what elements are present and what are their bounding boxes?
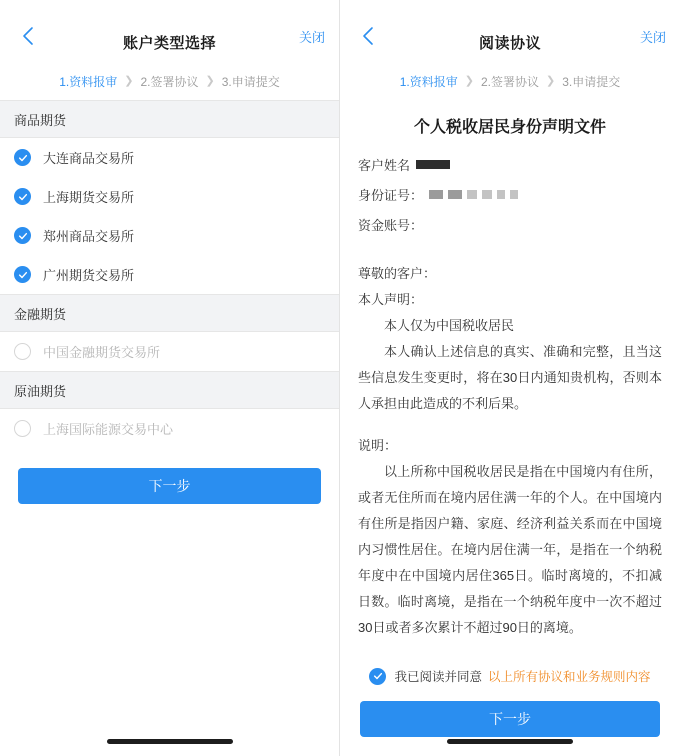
spacer — [358, 417, 662, 433]
list-item — [0, 409, 339, 448]
list-item-label: 上海期货交易所 — [43, 190, 135, 205]
agreement-link[interactable]: 以上所有协议和业务规则内容 — [488, 670, 651, 684]
list-item-label: 中国金融期货交易所 — [43, 345, 161, 360]
back-button[interactable] — [356, 22, 380, 50]
step-2: 2.签署协议 — [140, 74, 199, 89]
list-item-label: 广州期货交易所 — [43, 268, 135, 283]
close-button[interactable]: 关闭 — [639, 29, 666, 45]
check-icon[interactable] — [14, 227, 31, 244]
check-icon[interactable] — [14, 188, 31, 205]
field-account-number — [358, 215, 662, 234]
check-icon[interactable] — [14, 266, 31, 283]
agreement-checkbox-row[interactable] — [358, 667, 662, 685]
list-item[interactable] — [0, 216, 339, 255]
section-header-financial: 金融期货 — [0, 294, 339, 332]
agreement-label: 我已阅读并同意 — [394, 670, 482, 684]
check-icon[interactable] — [14, 149, 31, 166]
section-header-commodity: 商品期货 — [0, 100, 339, 138]
list-item-label: 郑州商品交易所 — [43, 229, 135, 244]
document-body — [340, 114, 680, 685]
field-id-number — [358, 185, 662, 204]
page-title: 账户类型选择 — [122, 34, 216, 52]
document-paragraph: 以上所称中国税收居民是指在中国境内有住所，或者无住所而在境内居住满一年的个人。在中国境内有住所是指因户籍、家庭、经济利益关系而在中国境内习惯性居住。在境内居住满一年，是指在一个纳税年度中在中国境内居住365日。临时离境的，不扣减日数。临时离境，是指在一个纳税年度中一次不超过30日或者多次累计不超过90日的离境。 — [358, 464, 662, 635]
document-title: 个人税收居民身份声明文件 — [413, 119, 606, 136]
field-customer-name — [358, 155, 662, 174]
document-paragraph: 本人确认上述信息的真实、准确和完整，且当这些信息发生变更时，将在30日内通知贵机构，否则本人承担由此造成的不利后果。 — [358, 344, 662, 411]
list-item[interactable] — [0, 255, 339, 294]
step-separator-icon: ❯ — [124, 74, 134, 87]
next-step-button[interactable]: 下一步 — [18, 468, 321, 504]
list-item[interactable] — [0, 177, 339, 216]
close-button[interactable]: 关闭 — [298, 29, 325, 45]
field-label: 资金账号： — [358, 218, 424, 233]
home-indicator — [447, 739, 573, 744]
step-separator-icon: ❯ — [546, 74, 556, 87]
check-icon[interactable] — [369, 668, 386, 685]
document-paragraph: 本人声明： — [358, 292, 424, 307]
chevron-left-icon — [362, 26, 374, 46]
list-item-label: 大连商品交易所 — [43, 151, 135, 166]
list-item — [0, 332, 339, 371]
document-paragraph: 本人仅为中国税收居民 — [384, 318, 515, 333]
chevron-left-icon — [22, 26, 34, 46]
step-separator-icon: ❯ — [464, 74, 474, 87]
list-item-label: 上海国际能源交易中心 — [43, 422, 174, 437]
step-separator-icon: ❯ — [205, 74, 215, 87]
document-paragraph: 尊敬的客户： — [358, 266, 437, 281]
checkbox-empty-icon — [14, 420, 31, 437]
home-indicator — [107, 739, 233, 744]
step-indicator-left — [0, 62, 339, 100]
field-label: 身份证号： — [358, 188, 424, 203]
navbar-left — [0, 0, 339, 62]
step-indicator-right — [340, 62, 680, 100]
redacted-value — [429, 190, 518, 199]
list-item[interactable] — [0, 138, 339, 177]
step-3: 3.申请提交 — [221, 74, 280, 89]
checkbox-empty-icon — [14, 343, 31, 360]
redacted-value — [416, 160, 450, 169]
section-header-crude-oil: 原油期货 — [0, 371, 339, 409]
navbar-right — [340, 0, 680, 62]
step-1: 1.资料报审 — [59, 74, 118, 89]
screen-read-agreement — [340, 0, 680, 756]
step-1: 1.资料报审 — [399, 74, 458, 89]
field-label: 客户姓名 — [358, 158, 411, 173]
step-3: 3.申请提交 — [562, 74, 621, 89]
step-2: 2.签署协议 — [480, 74, 539, 89]
next-step-button[interactable]: 下一步 — [360, 701, 660, 737]
spacer — [358, 245, 662, 261]
page-title: 阅读协议 — [478, 34, 541, 52]
back-button[interactable] — [16, 22, 40, 50]
document-paragraph: 说明： — [358, 438, 398, 453]
